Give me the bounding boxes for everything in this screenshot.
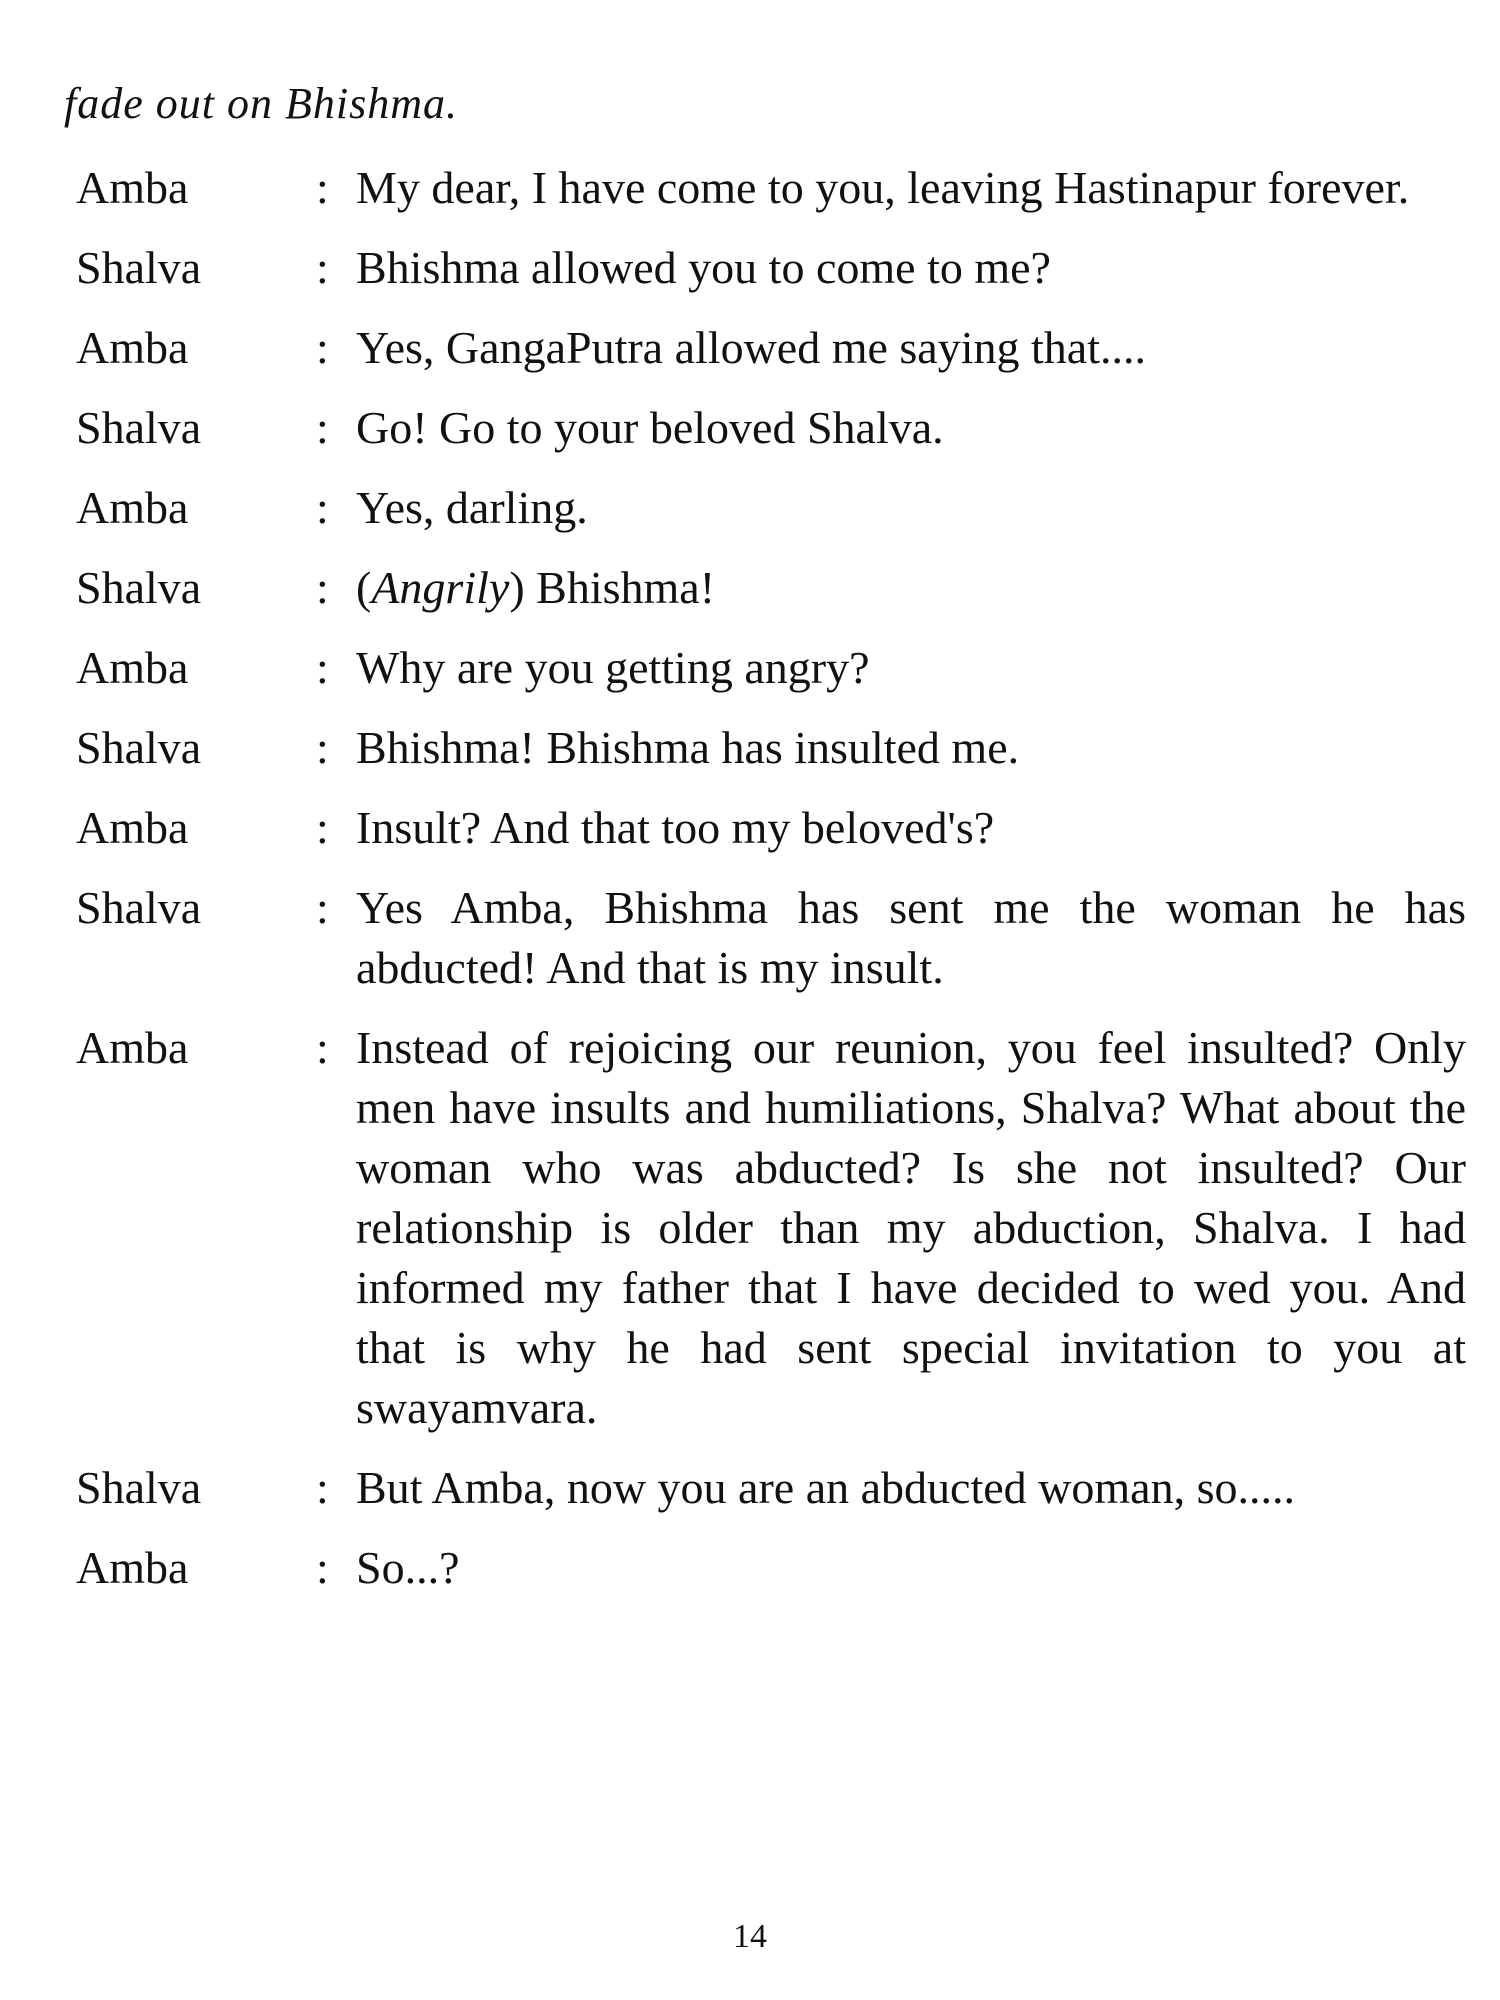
speaker-colon: :: [316, 1462, 329, 1513]
speaker-colon: :: [316, 1542, 329, 1593]
speech-text: Yes, GangaPutra allowed me saying that....: [356, 322, 1146, 373]
speech-text: [356, 558, 1466, 618]
speaker-colon: :: [316, 722, 329, 773]
speech-text: Bhishma! Bhishma has insulted me.: [356, 722, 1020, 773]
speaker-colon: :: [316, 482, 329, 533]
speech-text: Bhishma allowed you to come to me?: [356, 242, 1051, 293]
page-number: 14: [733, 1918, 767, 1955]
dialogue-line: [76, 798, 1466, 858]
speaker-name: Amba: [76, 1542, 189, 1593]
dialogue-line: [76, 718, 1466, 778]
dialogue-line: [76, 398, 1466, 458]
dialogue-line: [76, 478, 1466, 538]
speaker-name: Amba: [76, 642, 189, 693]
speech-text: My dear, I have come to you, leaving Hastinapur forever.: [356, 162, 1410, 213]
speaker-name: Shalva: [76, 722, 202, 773]
speech-suffix: ) Bhishma!: [509, 562, 716, 613]
speaker-colon: :: [316, 402, 329, 453]
speech-text: Yes Amba, Bhishma has sent me the woman he has abducted! And that is my insult.: [356, 882, 1466, 993]
speaker-colon: :: [316, 1022, 329, 1073]
speaker-colon: :: [316, 562, 329, 613]
speech-text: Insult? And that too my beloved's?: [356, 802, 995, 853]
speaker-name: Amba: [76, 482, 189, 533]
speaker-colon: :: [316, 802, 329, 853]
speaker-name: Amba: [76, 322, 189, 373]
speaker-name: Shalva: [76, 242, 202, 293]
speaker-colon: :: [316, 322, 329, 373]
dialogue-line: [76, 318, 1466, 378]
speech-text: Yes, darling.: [356, 482, 588, 533]
dialogue-line: [76, 1458, 1466, 1518]
speech-text: So...?: [356, 1542, 460, 1593]
speaker-colon: :: [316, 162, 329, 213]
speaker-colon: :: [316, 642, 329, 693]
speaker-name: Shalva: [76, 882, 202, 933]
speaker-colon: :: [316, 242, 329, 293]
dialogue-line: [76, 878, 1466, 998]
stage-direction: fade out on Bhishma.: [64, 79, 458, 128]
speaker-colon: :: [316, 882, 329, 933]
dialogue-line: [76, 558, 1466, 618]
speech-prefix: (: [356, 562, 372, 613]
speech-text: Instead of rejoicing our reunion, you feel insulted? Only men have insults and humiliations, Shalva? What about the woman who was abducted? Is she not insulted? Our relationship is older than my abduction, Shalva. I had informed my father that I have decided to wed you. And that is why he had sent special invitation to you at swayamvara.: [356, 1022, 1466, 1433]
dialogue-block: [76, 158, 1466, 1618]
dialogue-line: [76, 1018, 1466, 1438]
speaker-name: Shalva: [76, 562, 202, 613]
speech-text: Go! Go to your beloved Shalva.: [356, 402, 944, 453]
speaker-name: Amba: [76, 1022, 189, 1073]
dialogue-line: [76, 638, 1466, 698]
stage-direction-inline: Angrily: [371, 562, 510, 613]
dialogue-line: [76, 238, 1466, 298]
speech-text: But Amba, now you are an abducted woman, so.....: [356, 1462, 1295, 1513]
speech-text: Why are you getting angry?: [356, 642, 870, 693]
speaker-name: Shalva: [76, 1462, 202, 1513]
dialogue-line: [76, 158, 1466, 218]
speaker-name: Amba: [76, 802, 189, 853]
dialogue-line: [76, 1538, 1466, 1598]
speaker-name: Shalva: [76, 402, 202, 453]
speaker-name: Amba: [76, 162, 189, 213]
